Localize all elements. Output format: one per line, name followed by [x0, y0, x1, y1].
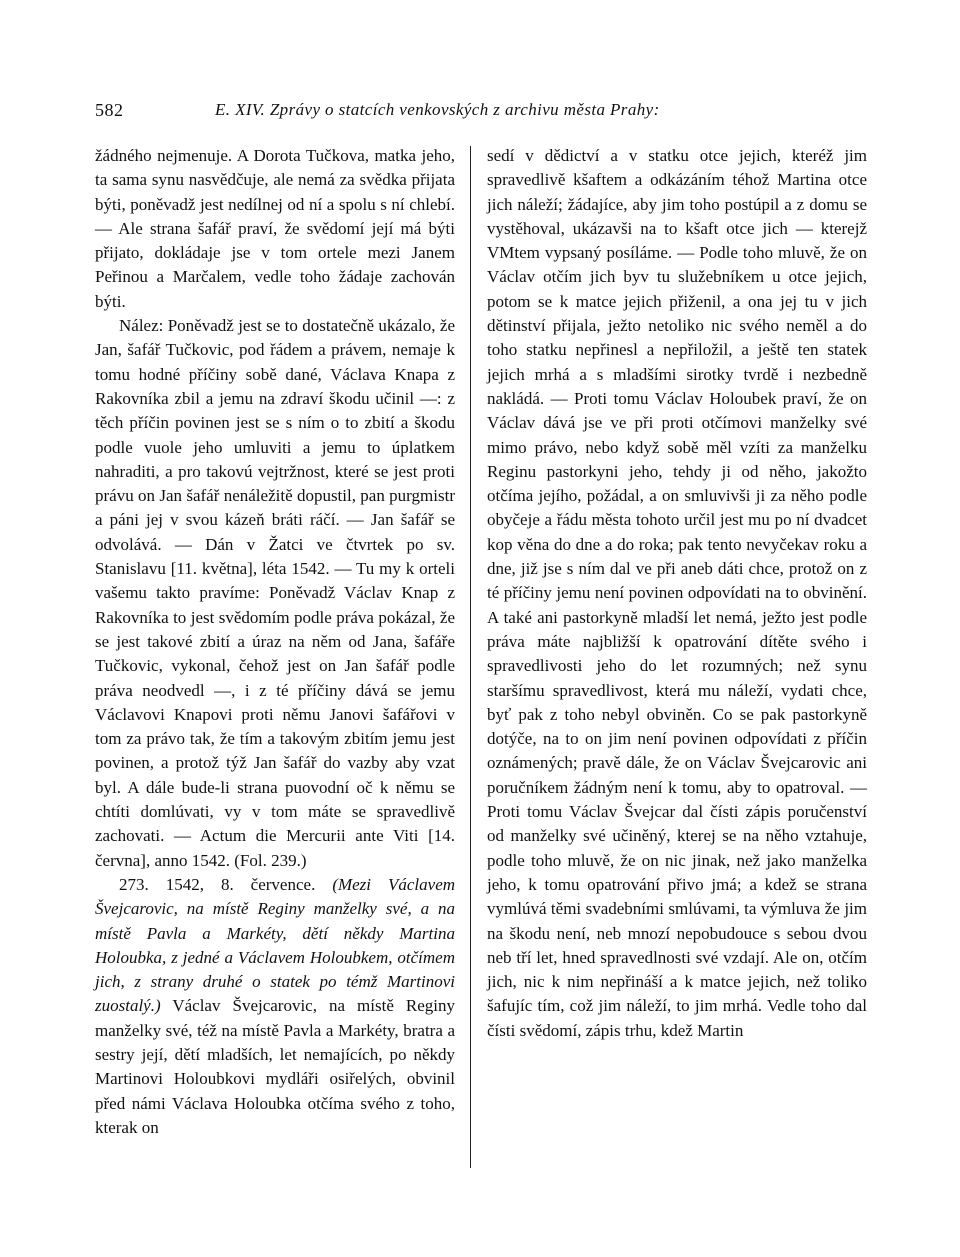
column-divider: [470, 146, 471, 1168]
left-column: [95, 144, 455, 1140]
left-paragraph-nalez: Nález: Poněvadž jest se to dostatečně ukázalo, že Jan, šafář Tučkovic, pod řádem a právem, nemaje k tomu hodné příčiny sobě dané, Václava Knapa z Rakovníka zbil a jemu na zdraví škodu učinil —: z těch příčin povinen jest se s ním o to zbití a škodu podle vuole jeho umluviti a jemu to úplatkem nahraditi, a pro takovú vejtržnost, které se jest proti právu on Jan šafář nenáležitě dopustil, pan purgmistr a páni jej v svou kázeň bráti ráčí. — Jan šafář se odvolává. — Dán v Žatci ve čtvrtek po sv. Stanislavu [11. května], léta 1542. — Tu my k orteli vašemu takto pravíme: Poněvadž Václav Knap z Rakovníka to jest svědomím podle práva pokázal, že se jest takové zbití a úraz na něm od Jana, šafáře Tučkovic, vykonal, čehož jest on Jan šafář podle práva neodvedl —, i z té příčiny dává se jemu Václavovi Knapovi proti němu Janovi šafářovi v tom za právo tak, že tím a takovým zbitím jemu jest povinen, a protož týž Jan šafář do vazby aby vzat byl. A dále bude-li strana puovodní oč k němu se chtíti domlúvati, vy v tom máte se spravedlivě zachovati. — Actum die Mercurii ante Viti [14. června], anno 1542. (Fol. 239.): [95, 316, 455, 870]
entry-text: Václav Švejcarovic, na místě Reginy manželky své, též na místě Pavla a Markéty, bratra a sestry její, dětí mladších, let nemajících, po někdy Martinovi Holoubkovi mydláři osiřelých, obvinil před námi Václava Holoubka otčíma svého z toho, kterak on: [95, 996, 455, 1137]
right-column: [487, 144, 867, 1043]
left-paragraph-entry-273: [95, 873, 455, 1140]
running-head: [95, 100, 875, 126]
right-paragraph: sedí v dědictví a v statku otce jejich, kteréž jim spravedlivě kšaftem a odkázáním téhož Martina otce jich náleží; žádajíce, aby jim toho postúpil a z domu se vystěhoval, ukázavši na to kšaft otce jich — kterejž VMtem vypsaný posíláme. — Podle toho mluvě, že on Václav otčím jich byv tu služebníkem u otce jejich, potom se k matce jejich přiženil, a ona jej tu v jich dětinství přijala, ježto netoliko nic svého neměl a do toho statku nepřinesl a nepřiložil, a ještě ten statek jejich mrhá a s mladšími sirotky tvrdě i nezbedně nakládá. — Proti tomu Václav Holoubek praví, že on Václav dává jse ve při proti otčímovi manželky své mimo právo, nebo když sobě měl vzíti za manželku Reginu pastorkyni jeho, tehdy ji od něho, jakožto otčíma jejího, požádal, a on smluvivši ji za něho podle obyčeje a řádu města tohoto určil jest mu po ní dvadcet kop věna do dne a do roka; pak tento nevyčekav roku a dne, již jse s ním dal ve při aneb dáti chce, protož on z té příčiny jemu není povinen odpovídati na to obvinění. A také ani pastorkyně mladší let nemá, ježto jest podle práva máte najbližší k opatrování dítěte svého i spravedlivosti jeho do let rozumných; než synu staršímu spravedlivost, která mu náleží, vydati chce, byť pak z toho nebyl obviněn. Co se pak pastorkyně dotýče, na to on jim není povinen odpovídati z příčin oznámených; pravě dále, že on Václav Švejcarovic ani poručníkem žádným není k tomu, aby to opatroval. — Proti tomu Václav Švejcar dal čísti zápis poručenství od manželky své učiněný, kterej se na něho vztahuje, podle toho mluvě, že on nic jinak, než jako manželka jeho, k tomu opatrování přivo jmá; a kdež se strana vymlúvá těmi svadebními smlúvami, ta výmluva že jim na škodu není, neb mnozí nepobudouce s sebou dvou neb tří let, hned spravedlnosti své vzdají. Ale on, otčím jich, nic k nim nepřináší a k matce jejich, než toliko šafujíc tím, což jim náleží, to jim mrhá. Vedle toho dal čísti svědomí, zápis trhu, kdež Martin: [487, 146, 867, 1040]
left-paragraph-1: žádného nejmenuje. A Dorota Tučkova, matka jeho, ta sama synu nasvědčuje, ale nemá za svědka přijata býti, poněvadž jest nedílnej od ní a spolu s ní chlebí. — Ale strana šafář praví, že svědomí její má býti přijato, dokládaje jse v tom ortele mezi Janem Peřinou a Marčalem, vedle toho žádaje zachován býti.: [95, 146, 455, 311]
running-title: E. XIV. Zprávy o statcích venkovských z archivu města Prahy:: [215, 100, 660, 119]
entry-summary: (Mezi Václavem Švejcarovic, na místě Reginy manželky své, a na místě Pavla a Markéty, dětí někdy Martina Holoubka, z jedné a Václavem Holoubkem, otčímem jich, z strany druhé o statek po témž Martinovi zuostalý.): [95, 874, 456, 1016]
entry-number-date: 273. 1542, 8. července.: [119, 874, 316, 894]
page-number: 582: [95, 100, 124, 120]
